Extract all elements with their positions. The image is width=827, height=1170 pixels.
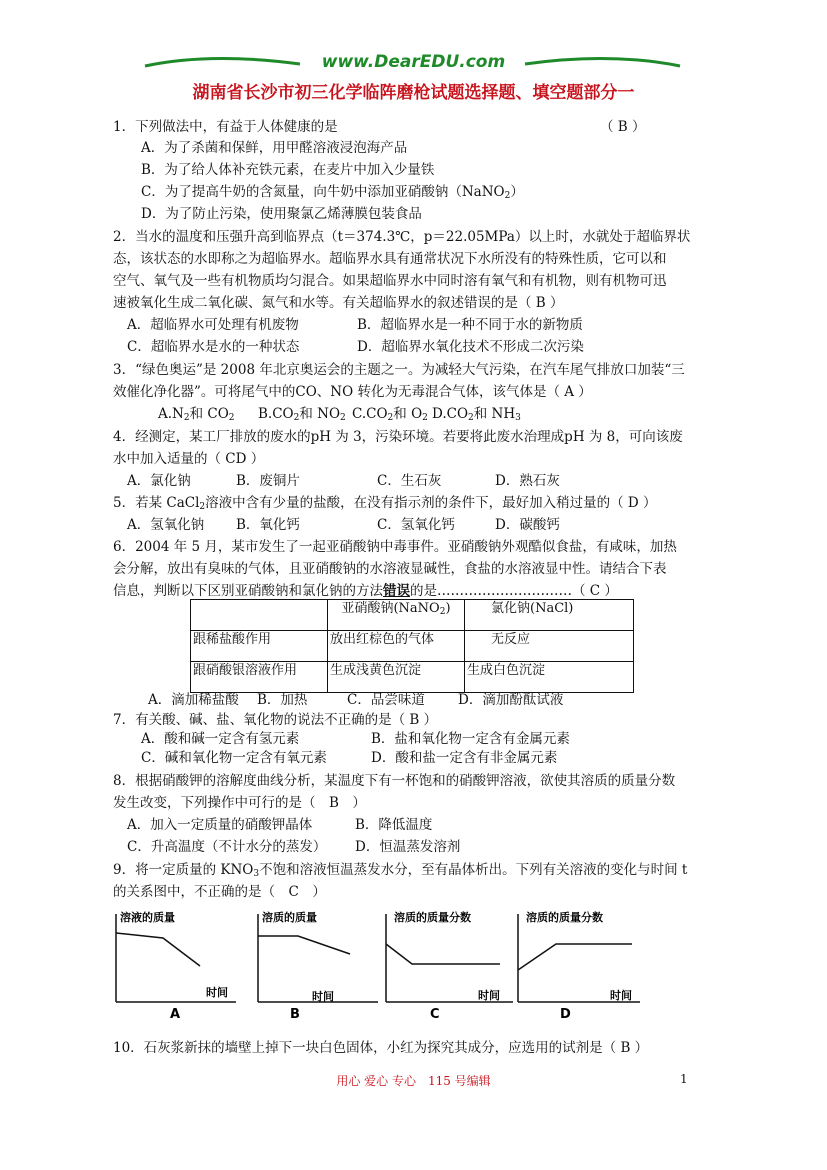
table-cell: 生成白色沉淀 — [465, 662, 634, 693]
graph-d-xlabel: 时间 — [610, 989, 632, 1002]
table-cell: 无反应 — [465, 631, 634, 662]
q6-option-b: B．加热 — [257, 692, 308, 708]
q8-option-a: A．加入一定质量的硝酸钾晶体 — [127, 817, 313, 833]
q6-option-c: C．品尝味道 — [347, 692, 425, 708]
graph-d-letter: D — [560, 1007, 571, 1022]
q2-line-1: 2．当水的温度和压强升高到临界点（t＝374.3℃，p＝22.05MPa）以上时，水就处于超临界状 — [113, 229, 691, 245]
q2-option-a: A．超临界水可处理有机废物 — [127, 317, 299, 333]
q6-option-d: D．滴加酚酞试液 — [458, 692, 564, 708]
q7-option-b: B．盐和氧化物一定含有金属元素 — [371, 731, 570, 747]
q1-option-d: D．为了防止污染，使用聚氯乙烯薄膜包装食品 — [141, 206, 422, 222]
q8-line-1: 8．根据硝酸钾的溶解度曲线分析，某温度下有一杯饱和的硝酸钾溶液，欲使其溶质的质量分数 — [113, 773, 676, 789]
q1-option-a: A．为了杀菌和保鲜，用甲醛溶液浸泡海产品 — [141, 140, 408, 156]
q3-option-b: $B.CO_2$和 $NO_2$ — [258, 406, 346, 423]
q4-line-2: 水中加入适量的（ CD ） — [113, 451, 265, 467]
q4-option-b: B．废铜片 — [236, 473, 300, 489]
q9-graph-c — [378, 908, 518, 1022]
q10-stem: 10．石灰浆新抹的墙壁上掉下一块白色固体，小红为探究其成分，应选用的试剂是（ B ） — [113, 1040, 649, 1056]
q2-option-d: D．超临界水氧化技术不形成二次污染 — [357, 339, 584, 355]
graph-b-xlabel: 时间 — [312, 990, 334, 1003]
q4-option-d: D．熟石灰 — [495, 473, 560, 489]
table-header-empty — [191, 600, 328, 631]
graph-d-ylabel: 溶质的质量分数 — [526, 911, 603, 924]
q5-option-a: A．氢氧化钠 — [127, 517, 205, 533]
q3-line-2: 效催化净化器”。可将尾气中的CO、NO 转化为无毒混合气体，该气体是（ A ） — [113, 384, 592, 400]
q9-line-1: 9．将一定质量的 $KNO_3$不饱和溶液恒温蒸发水分，至有晶体析出。下列有关溶液的变化与时间 t — [113, 862, 688, 879]
graph-c-letter: C — [430, 1007, 440, 1022]
q6-option-a: A．滴加稀盐酸 — [148, 692, 239, 708]
table-cell: 跟硝酸银溶液作用 — [191, 662, 328, 693]
q9-graph-b — [250, 908, 385, 1022]
q4-option-c: C．生石灰 — [377, 473, 442, 489]
q1-answer: （ B ） — [600, 119, 646, 135]
q5-stem: 5．若某 CaCl$_2$溶液中含有少量的盐酸，在没有指示剂的条件下，最好加入稍过量的（ D ） — [113, 495, 657, 512]
q1-option-c: C．为了提高牛奶的含氮量，向牛奶中添加亚硝酸钠（NaNO$_2$） — [141, 184, 524, 201]
q3-option-a: $A.N_2$和 $CO_2$ — [158, 406, 235, 423]
q7-option-c: C．碱和氧化物一定含有氧元素 — [141, 750, 327, 766]
q9-graph-a — [108, 908, 243, 1022]
q6-line-1: 6．2004 年 5 月，某市发生了一起亚硝酸钠中毒事件。亚硝酸钠外观酷似食盐，有咸味，加热 — [113, 539, 677, 555]
q7-stem: 7．有关酸、碱、盐、氧化物的说法不正确的是（ B ） — [113, 712, 438, 728]
site-url: www.DearEDU.com — [321, 52, 506, 72]
graph-b-letter: B — [290, 1007, 300, 1022]
graph-c-ylabel: 溶质的质量分数 — [394, 911, 471, 924]
q6-comparison-table — [190, 599, 634, 693]
q2-line-2: 态，该状态的水即称之为超临界水。超临界水具有通常状况下水所没有的特殊性质，它可以和 — [113, 251, 667, 267]
graph-c-xlabel: 时间 — [478, 989, 500, 1002]
table-cell: 生成浅黄色沉淀 — [328, 662, 465, 693]
q5-option-b: B．氧化钙 — [236, 517, 300, 533]
footer-text: 用心 爱心 专心 115 号编辑 — [336, 1074, 491, 1088]
graph-a-xlabel: 时间 — [206, 986, 228, 999]
graph-a-ylabel: 溶液的质量 — [120, 911, 175, 924]
page-number: 1 — [680, 1072, 688, 1086]
q3-line-1: 3．“绿色奥运”是 2008 年北京奥运会的主题之一。为减轻大气污染，在汽车尾气排放口加装“三 — [113, 362, 685, 378]
q1-option-b: B．为了给人体补充铁元素，在麦片中加入少量铁 — [141, 162, 435, 178]
q5-option-c: C．氢氧化钙 — [377, 517, 455, 533]
q6-line-2: 会分解，放出有臭味的气体，且亚硝酸钠的水溶液显碱性，食盐的水溶液显中性。请结合下表 — [113, 561, 667, 577]
graph-a-letter: A — [170, 1007, 181, 1022]
q9-line-2: 的关系图中，不正确的是（ C ） — [113, 884, 326, 900]
q2-line-3: 空气、氧气及一些有机物质均匀混合。如果超临界水中同时溶有氧气和有机物，则有机物可迅 — [113, 273, 667, 289]
table-header-nano2: 亚硝酸钠(NaNO$_2$) — [328, 600, 465, 631]
q1-stem: 1．下列做法中，有益于人体健康的是 — [113, 119, 338, 135]
q8-option-b: B．降低温度 — [355, 817, 433, 833]
q2-option-c: C．超临界水是水的一种状态 — [127, 339, 300, 355]
q6-line-3: 信息，判断以下区别亚硝酸钠和氯化钠的方法错误的是…………………………（ C ） — [113, 583, 618, 599]
q3-option-c: $C.CO_2$和 $O_2$ — [352, 406, 428, 423]
q4-line-1: 4．经测定，某工厂排放的废水的pH 为 3，污染环境。若要将此废水治理成pH 为 8，可向该废 — [113, 429, 683, 445]
q3-option-d: $D.CO_2$和 $NH_3$ — [432, 406, 521, 423]
q8-option-d: D．恒温蒸发溶剂 — [355, 839, 461, 855]
table-cell: 放出红棕色的气体 — [328, 631, 465, 662]
q2-line-4: 速被氧化生成二氧化碳、氮气和水等。有关超临界水的叙述错误的是（ B ） — [113, 295, 564, 311]
q8-line-2: 发生改变，下列操作中可行的是（ B ） — [113, 795, 366, 811]
graph-b-ylabel: 溶质的质量 — [262, 911, 317, 924]
q9-graph-d — [510, 908, 645, 1022]
q5-option-d: D．碳酸钙 — [495, 517, 560, 533]
q8-option-c: C．升高温度（不计水分的蒸发） — [127, 839, 327, 855]
q7-option-d: D．酸和盐一定含有非金属元素 — [371, 750, 558, 766]
table-header-nacl: 氯化钠(NaCl) — [465, 600, 634, 631]
q4-option-a: A．氯化钠 — [127, 473, 191, 489]
q2-option-b: B．超临界水是一种不同于水的新物质 — [357, 317, 583, 333]
q7-option-a: A．酸和碱一定含有氢元素 — [141, 731, 300, 747]
page-title: 湖南省长沙市初三化学临阵磨枪试题选择题、填空题部分一 — [192, 83, 635, 103]
table-cell: 跟稀盐酸作用 — [191, 631, 328, 662]
